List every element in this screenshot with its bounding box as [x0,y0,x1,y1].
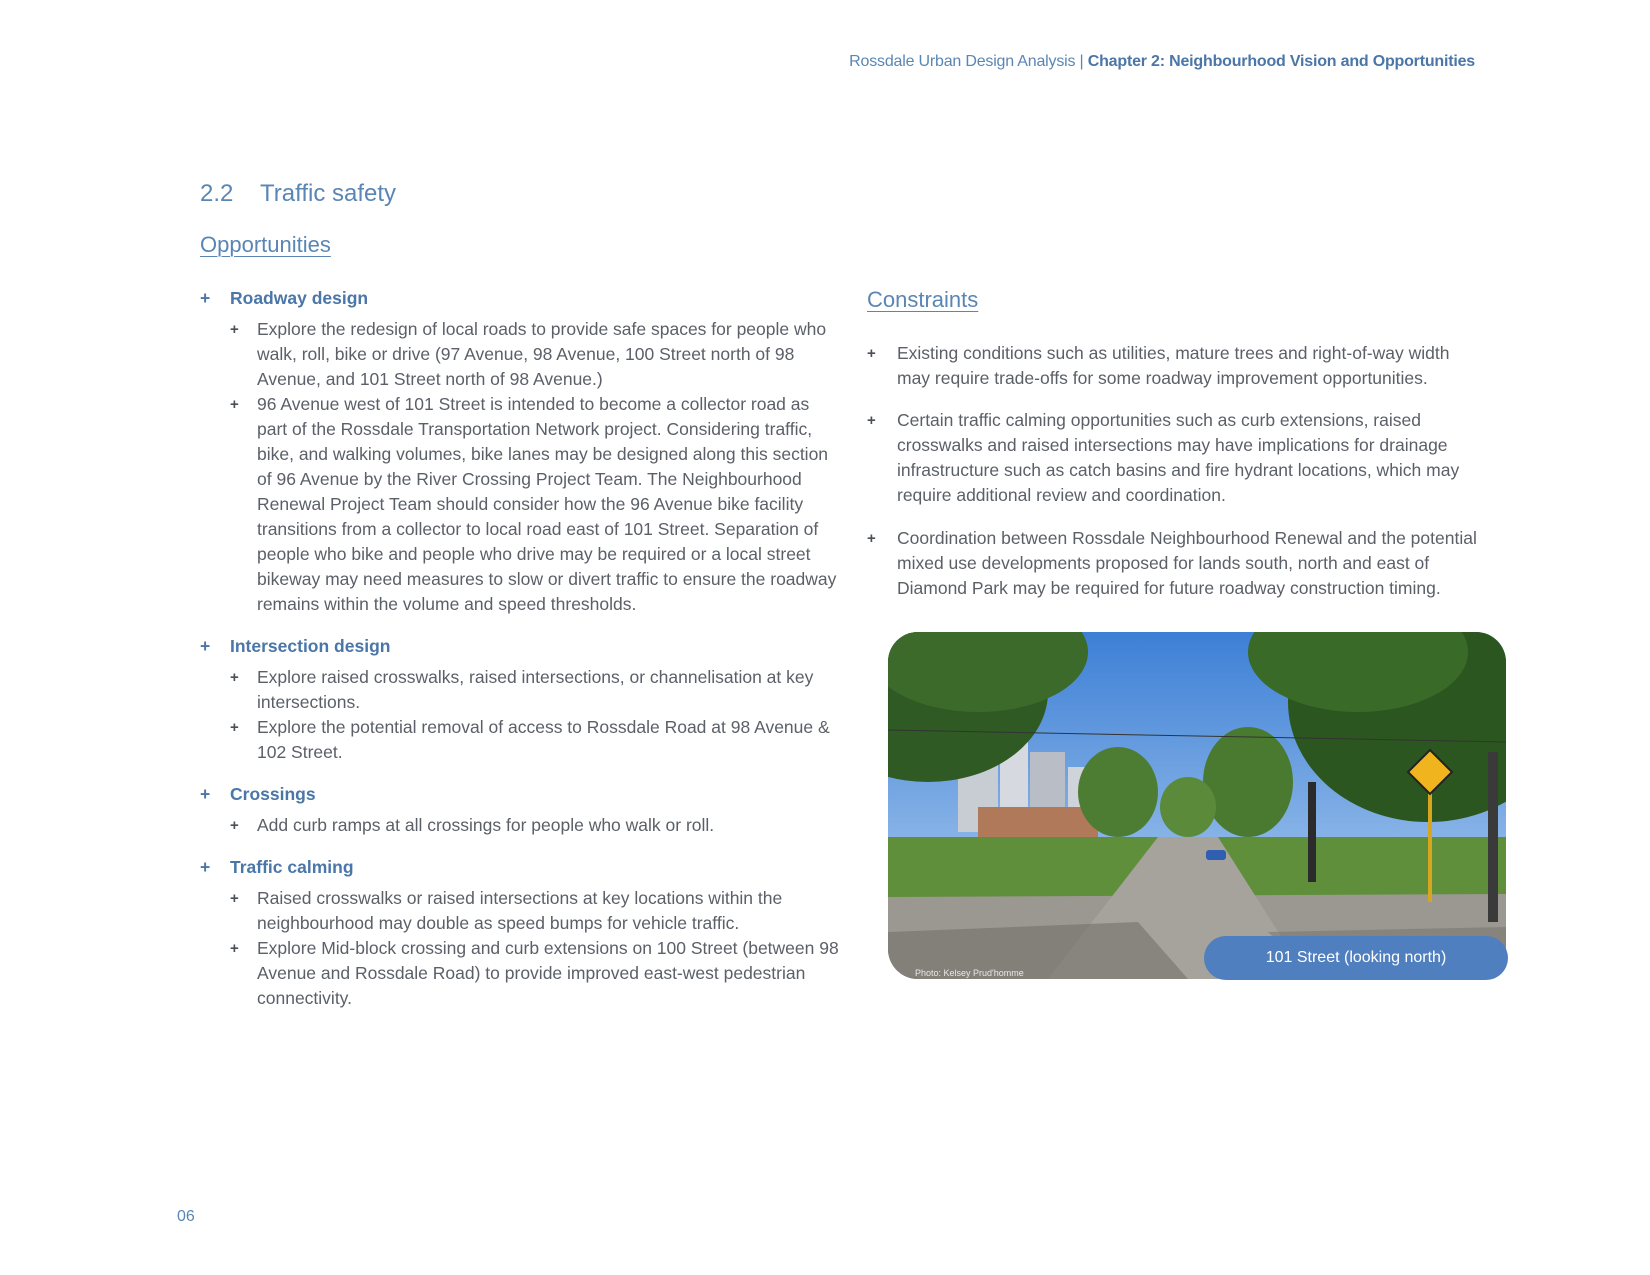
item-text: Raised crosswalks or raised intersections at key locations within the neighbourhood may double as speed bumps for vehicle traffic. [257,888,783,933]
item-text: Add curb ramps at all crossings for people who walk or roll. [257,815,715,835]
group-traffic-calming [200,855,840,1011]
category-heading [200,286,840,311]
street-photo [888,632,1506,979]
plus-bullet-icon: + [230,321,239,338]
opportunities-list [200,286,840,1028]
plus-bullet-icon: + [230,669,239,686]
item-text: Explore raised crosswalks, raised intersections, or channelisation at key intersections. [257,667,814,712]
section-heading: Traffic safety [260,180,397,207]
photo-caption: 101 Street (looking north) [1204,936,1508,980]
item-text: Explore the potential removal of access to Rossdale Road at 98 Avenue & 102 Street. [257,717,830,762]
category-heading [200,634,840,659]
group-intersection-design [200,634,840,765]
list-item [200,715,840,765]
item-text: Existing conditions such as utilities, mature trees and right-of-way width may require trade-offs for some roadway improvement opportunities. [897,342,1450,388]
plus-bullet-icon: + [200,636,211,656]
category-label: Traffic calming [230,857,354,877]
item-text: 96 Avenue west of 101 Street is intended to become a collector road as part of the Rossdale Transportation Network project. Considering traffic, bike, and walking volumes, bike lanes may be designed along this section of 96 Avenue by the River Crossing Project Team. The Neighbourhood Renewal Project Team should consider how the 96 Avenue bike facility transitions from a collector to local road east of 101 Street. Separation of people who bike and people who drive may be required or a local street bikeway may need measures to slow or divert traffic to ensure the roadway remains within the volume and speed thresholds. [257,394,837,614]
opportunities-heading: Opportunities [200,232,331,257]
category-heading [200,855,840,880]
list-item [200,813,840,838]
group-crossings [200,782,840,838]
list-item [200,936,840,1011]
category-heading [200,782,840,807]
photo-credit: Photo: Kelsey Prud'homme [915,968,1024,978]
item-text: Certain traffic calming opportunities such as curb extensions, raised crosswalks and raised intersections may have implications for drainage infrastructure such as catch basins and fire hydrant locations, which may require additional review and coordination. [897,410,1460,505]
constraints-heading: Constraints [867,287,979,312]
chapter-title: Chapter 2: Neighbourhood Vision and Opportunities [1087,53,1475,70]
page-number: 06 [177,1208,195,1225]
category-label: Intersection design [230,636,391,656]
plus-bullet-icon: + [230,890,239,907]
document-title: Rossdale Urban Design Analysis | [849,53,1084,70]
plus-bullet-icon: + [200,857,211,877]
category-label: Roadway design [230,288,369,308]
section-number: 2.2 [200,180,234,207]
plus-bullet-icon: + [230,817,239,834]
item-text: Explore Mid-block crossing and curb extensions on 100 Street (between 98 Avenue and Rossdale Road) to provide improved east-west pedestrian connectivity. [257,938,839,1008]
item-text: Explore the redesign of local roads to provide safe spaces for people who walk, roll, bike or drive (97 Avenue, 98 Avenue, 100 Street north of 98 Avenue, and 101 Street north of 98 Avenue.) [257,319,827,389]
plus-bullet-icon: + [200,784,211,804]
list-item [867,408,1487,508]
group-roadway-design [200,286,840,617]
section-title [200,180,396,208]
plus-bullet-icon: + [867,529,876,547]
list-item [200,665,840,715]
plus-bullet-icon: + [230,396,239,413]
plus-bullet-icon: + [867,412,876,429]
street-scene-illustration [888,632,1506,979]
list-item [867,526,1487,601]
plus-bullet-icon: + [230,719,239,736]
running-header [849,53,1475,71]
constraints-list [867,323,1487,609]
plus-bullet-icon: + [200,288,211,308]
list-item [200,886,840,936]
plus-bullet-icon: + [867,344,876,362]
item-text: Coordination between Rossdale Neighbourhood Renewal and the potential mixed use developments proposed for lands south, north and east of Diamond Park may be required for future roadway construction timing. [897,527,1477,598]
list-item [867,341,1487,391]
plus-bullet-icon: + [230,940,239,957]
category-label: Crossings [230,784,316,804]
list-item [200,392,840,617]
list-item [200,317,840,392]
